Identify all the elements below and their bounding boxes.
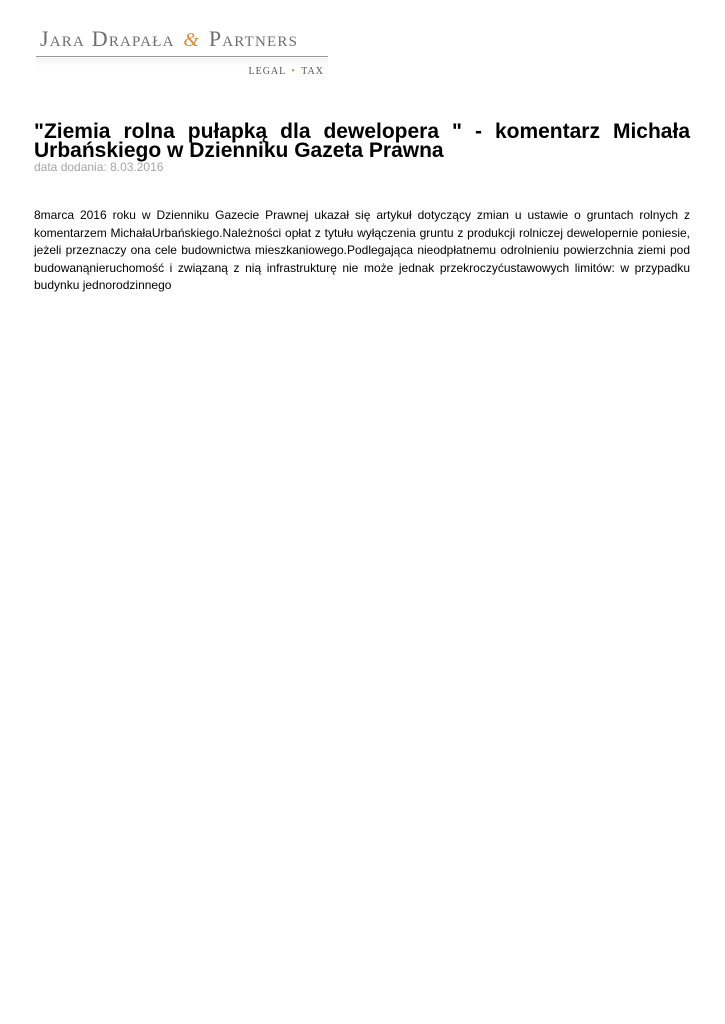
logo-tag-separator: • [291, 66, 296, 77]
logo-tag-tax: TAX [301, 66, 324, 77]
logo-tag-legal: LEGAL [248, 66, 286, 77]
logo-name-first: Jara Drapała [40, 26, 175, 51]
article-body: 8marca 2016 roku w Dzienniku Gazecie Prawnej ukazał się artykuł dotyczący zmian u ustawie o gruntach rolnych z komentarzem MichałaUrbańskiego.Należności opłat z tytułu wyłączenia gruntu z produkcji rolniczej dewelopernie poniesie, jeżeli przeznaczy ona cele budownictwa mieszkaniowego.Podlegająca nieodpłatnemu odrolnieniu powierzchnia ziemi pod budowanąnieruchomość i związaną z nią infrastrukturę nie może jednak przekroczyćustawowych limitów: w przypadku budynku jednorodzinnego [34, 208, 690, 292]
article-title: "Ziemia rolna pułapką dla dewelopera " - komentarz Michała Urbańskiego w Dzienniku Gazeta Prawna [34, 120, 690, 162]
logo-shadow [36, 58, 328, 66]
logo-divider [36, 56, 328, 57]
article-date: data dodania: 8.03.2016 [34, 160, 164, 174]
logo-name-second: Partners [208, 26, 299, 51]
logo-ampersand: & [183, 29, 201, 51]
logo-tagline [248, 66, 324, 77]
company-logo [36, 24, 328, 82]
logo-wordmark [40, 26, 298, 52]
